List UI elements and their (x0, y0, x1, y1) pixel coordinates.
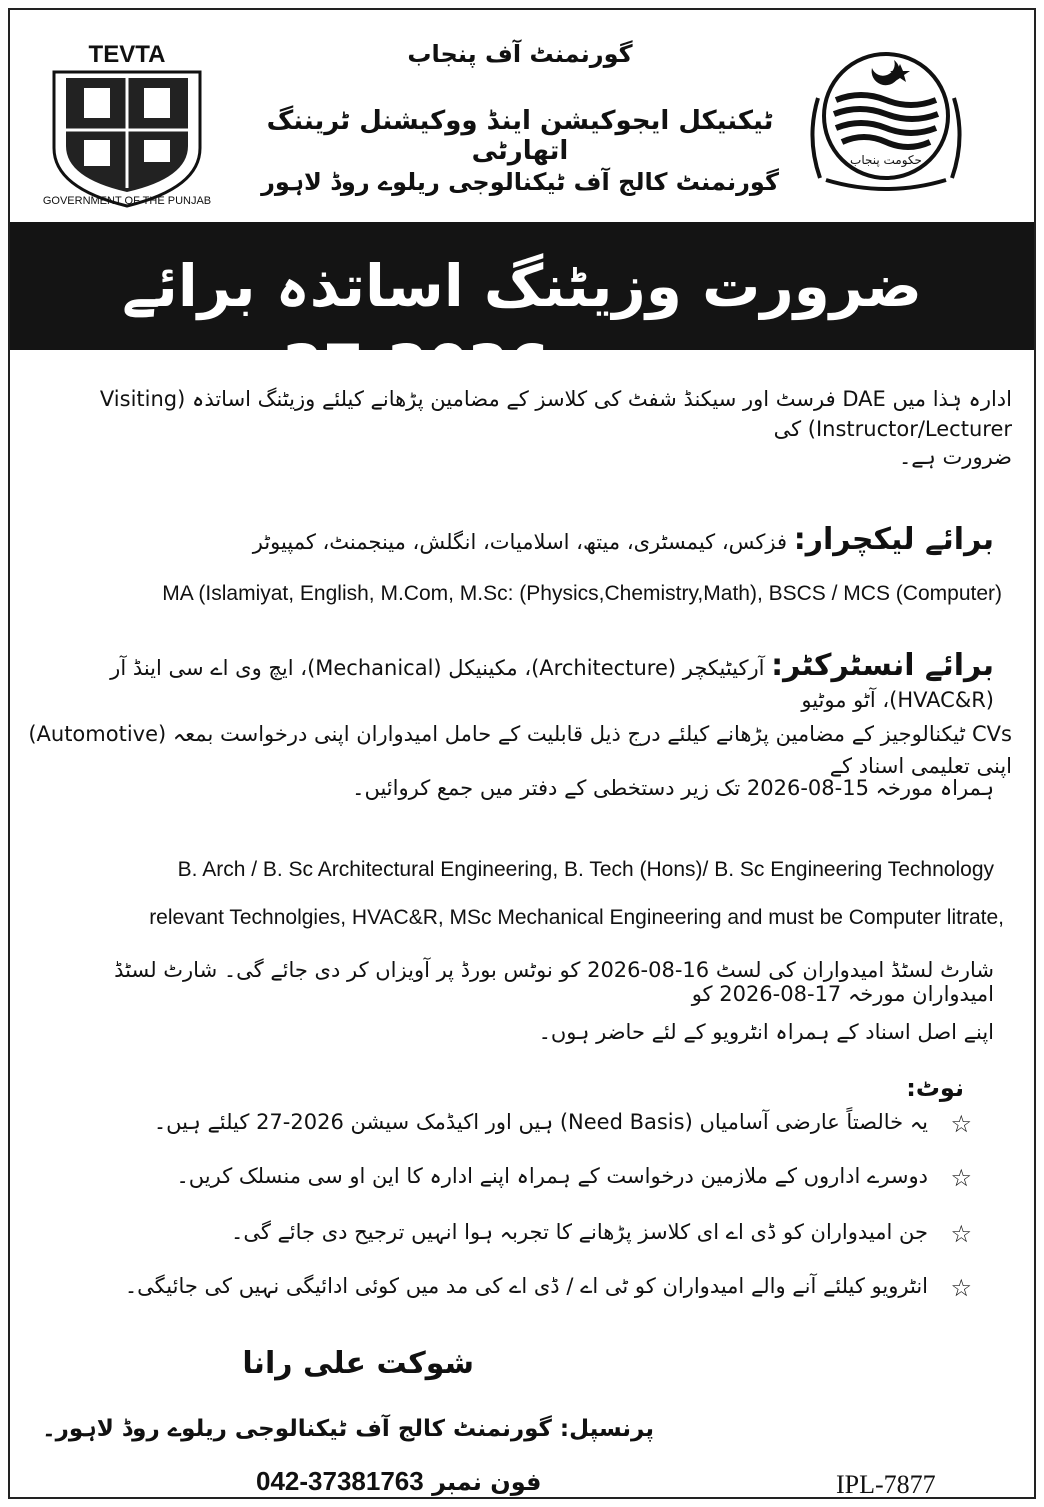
ad-reference-code: IPL-7877 (836, 1470, 936, 1499)
notes-title: نوٹ: (906, 1074, 964, 1102)
note-item (92, 1274, 972, 1302)
phone-number: 042-37381763 (256, 1466, 424, 1496)
eligibility-line-1: B. Arch / B. Sc Architectural Engineering, B. Tech (Hons)/ B. Sc Engineering Technology (177, 858, 994, 881)
lecturer-label: برائے لیکچرار: (793, 522, 994, 557)
instructor-line-2: (Automotive) ٹیکنالوجیز کے مضامین پڑھانے کیلئے درج ذیل قابلیت کے حامل امیدواران اپنی درخواست بمعہ CVs اپنی تعلیمی اسناد کے (28, 722, 1012, 778)
advertisement-page (8, 8, 1036, 1499)
tevta-logo-title: TEVTA (88, 41, 166, 68)
star-icon: ☆ (950, 1274, 972, 1302)
punjab-government-logo (796, 38, 976, 198)
note-item (92, 1164, 972, 1192)
lecturer-subjects: فزکس، کیمسٹری، میتھ، اسلامیات، انگلش، مینجمنٹ، کمپیوٹر (252, 530, 788, 554)
signatory-name: شوکت علی رانا (242, 1346, 474, 1381)
eligibility-line-2: relevant Technolgies, HVAC&R, MSc Mechanical Engineering and must be Computer litrate, (149, 906, 1004, 929)
header-line-1: گورنمنٹ آف پنجاب (407, 40, 633, 68)
star-icon: ☆ (950, 1164, 972, 1192)
intro-line-2: ضرورت ہے۔ (898, 445, 1012, 469)
note-text: جن امیدواران کو ڈی اے ای کلاسز پڑھانے کا تجربہ ہوا انہیں ترجیح دی جائے گی۔ (231, 1220, 928, 1244)
header-line-2: ٹیکنیکل ایجوکیشن اینڈ ووکیشنل ٹریننگ اتھارٹی (266, 106, 774, 166)
tevta-logo (32, 38, 222, 208)
star-icon: ☆ (950, 1110, 972, 1138)
star-icon: ☆ (950, 1220, 972, 1248)
note-text: یہ خالصتاً عارضی آسامیاں (Need Basis) ہیں اور اکیڈمک سیشن 2026-27 کیلئے ہیں۔ (153, 1110, 928, 1134)
principal-address: پرنسپل: گورنمنٹ کالج آف ٹیکنالوجی ریلوے روڈ لاہور۔ (42, 1416, 654, 1442)
shortlist-line-1: شارٹ لسٹڈ امیدواران کی لسٹ 16-08-2026 کو نوٹس بورڈ پر آویزاں کر دی جائے گی۔ شارٹ لسٹڈ امیدواران مورخہ 17-08-2026 کو (114, 958, 994, 1006)
instructor-label: برائے انسٹرکٹر: (771, 648, 994, 683)
lecturer-section (54, 522, 994, 557)
phone-block (246, 1466, 542, 1497)
intro-line-1: ادارہ ہٰذا میں DAE فرسٹ اور سیکنڈ شفٹ کی کلاسز کے مضامین پڑھانے کیلئے وزیٹنگ اساتذہ (Visiting Instructor/Lecturer) کی (99, 387, 1012, 441)
note-item (92, 1220, 972, 1248)
note-text: انٹرویو کیلئے آنے والے امیدواران کو ٹی اے / ڈی اے کی مد میں کوئی ادائیگی نہیں کی جائیگی۔ (124, 1274, 928, 1298)
instructor-section (14, 650, 994, 716)
phone-label: فون نمبر (432, 1468, 542, 1496)
title-banner (10, 222, 1034, 400)
instructor-line-3: ہمراہ مورخہ 15-08-2026 تک زیر دستخطی کے دفتر میں جمع کروائیں۔ (352, 776, 994, 800)
instructor-line-1: آرکیٹیکچر (Architecture)، مکینیکل (Mechanical)، ایچ وی اے سی اینڈ آر (HVAC&R)، آٹو موٹیو (110, 656, 994, 712)
tevta-logo-ring: GOVERNMENT OF THE PUNJAB (42, 195, 212, 207)
note-text: دوسرے اداروں کے ملازمین درخواست کے ہمراہ اپنے ادارہ کا این او سی منسلک کریں۔ (176, 1164, 928, 1188)
banner-title: ضرورت وزیٹنگ اساتذہ برائے سیشن 2026-27 (122, 252, 922, 400)
punjab-logo-text: حکومت پنجاب (850, 153, 922, 167)
shortlist-line-2: اپنے اصل اسناد کے ہمراہ انٹرویو کے لئے حاضر ہوں۔ (538, 1020, 994, 1044)
header-line-3: گورنمنٹ کالج آف ٹیکنالوجی ریلوے روڈ لاہور (261, 168, 779, 196)
lecturer-qualification: MA (Islamiyat, English, M.Com, M.Sc: (Physics,Chemistry,Math), BSCS / MCS (Computer) (162, 582, 1002, 605)
note-item (92, 1110, 972, 1138)
